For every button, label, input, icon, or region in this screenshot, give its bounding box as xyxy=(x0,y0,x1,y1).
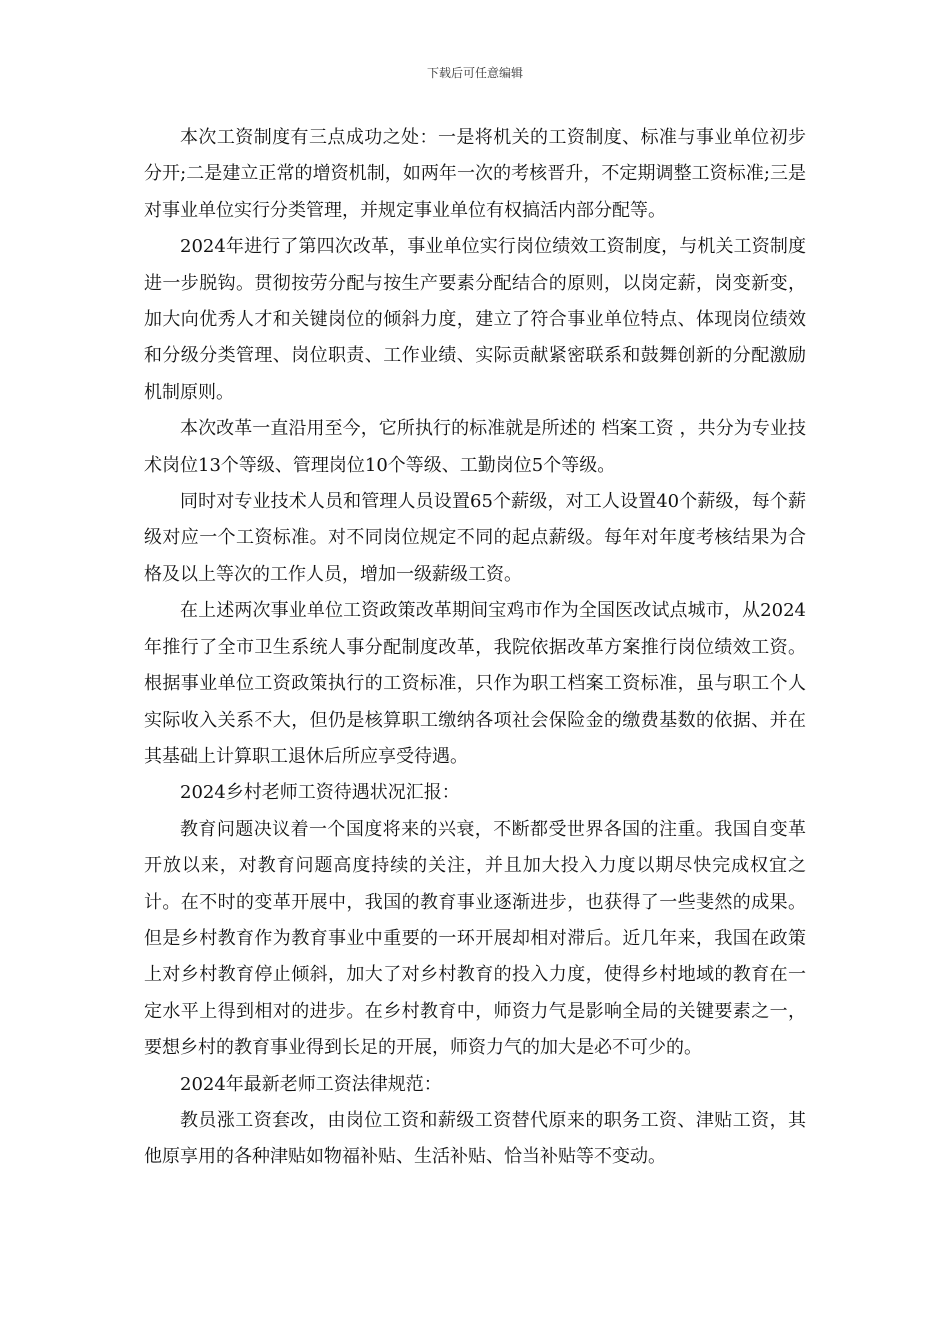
document-body xyxy=(144,120,806,1176)
paragraph-salary-grades: 同时对专业技术人员和管理人员设置65个薪级，对工人设置40个薪级，每个薪级对应一个工资标准。对不同岗位规定不同的起点薪级。每年对年度考核结果为合格及以上等次的工作人员，增加一级薪级工资。 xyxy=(144,491,806,585)
paragraph-rural-education: 教育问题决议着一个国度将来的兴衰，不断都受世界各国的注重。我国自变革开放以来，对教育问题高度持续的关注，并且加大投入力度以期尽快完成权宜之计。在不时的变革开展中，我国的教育事业逐渐进步，也获得了一些斐然的成果。但是乡村教育作为教育事业中重要的一环开展却相对滞后。近几年来，我国在政策上对乡村教育停止倾斜，加大了对乡村教育的投入力度，使得乡村地域的教育在一定水平上得到相对的进步。在乡村教育中，师资力气是影响全局的关键要素之一，要想乡村的教育事业得到长足的开展，师资力气的加大是必不可少的。 xyxy=(144,818,806,1059)
page-header: 下载后可任意编辑 xyxy=(426,66,523,80)
heading-rural-teacher-report: 2024乡村老师工资待遇状况汇报： xyxy=(180,782,460,804)
paragraph-salary-adjustment: 教员涨工资套改，由岗位工资和薪级工资替代原来的职务工资、津贴工资，其他原享用的各种津贴如物福补贴、生活补贴、恰当补贴等不变动。 xyxy=(144,1109,806,1168)
paragraph-baoji-reform: 在上述两次事业单位工资政策改革期间宝鸡市作为全国医改试点城市，从2024年推行了全市卫生系统人事分配制度改革，我院依据改革方案推行岗位绩效工资。根据事业单位工资政策执行的工资标准，只作为职工档案工资标准，虽与职工个人实际收入关系不大，但仍是核算职工缴纳各项社会保险金的缴费基数的依据、并在其基础上计算职工退休后所应享受待遇。 xyxy=(144,600,806,767)
heading-teacher-salary-law: 2024年最新老师工资法律规范： xyxy=(180,1073,442,1095)
paragraph-archive-salary: 本次改革一直沿用至今，它所执行的标准就是所述的 档案工资 ，共分为专业技术岗位13个等级、管理岗位10个等级、工勤岗位5个等级。 xyxy=(144,418,806,476)
paragraph-salary-system-success: 本次工资制度有三点成功之处：一是将机关的工资制度、标准与事业单位初步分开;二是建立正常的增资机制，如两年一次的考核晋升，不定期调整工资标准;三是对事业单位实行分类管理，并规定事业单位有权搞活内部分配等。 xyxy=(144,127,807,221)
paragraph-fourth-reform: 2024年进行了第四次改革，事业单位实行岗位绩效工资制度，与机关工资制度进一步脱钩。贯彻按劳分配与按生产要素分配结合的原则，以岗定薪，岗变新变，加大向优秀人才和关键岗位的倾斜力度，建立了符合事业单位特点、体现岗位绩效和分级分类管理、岗位职责、工作业绩、实际贡献紧密联系和鼓舞创新的分配激励机制原则。 xyxy=(144,236,806,403)
